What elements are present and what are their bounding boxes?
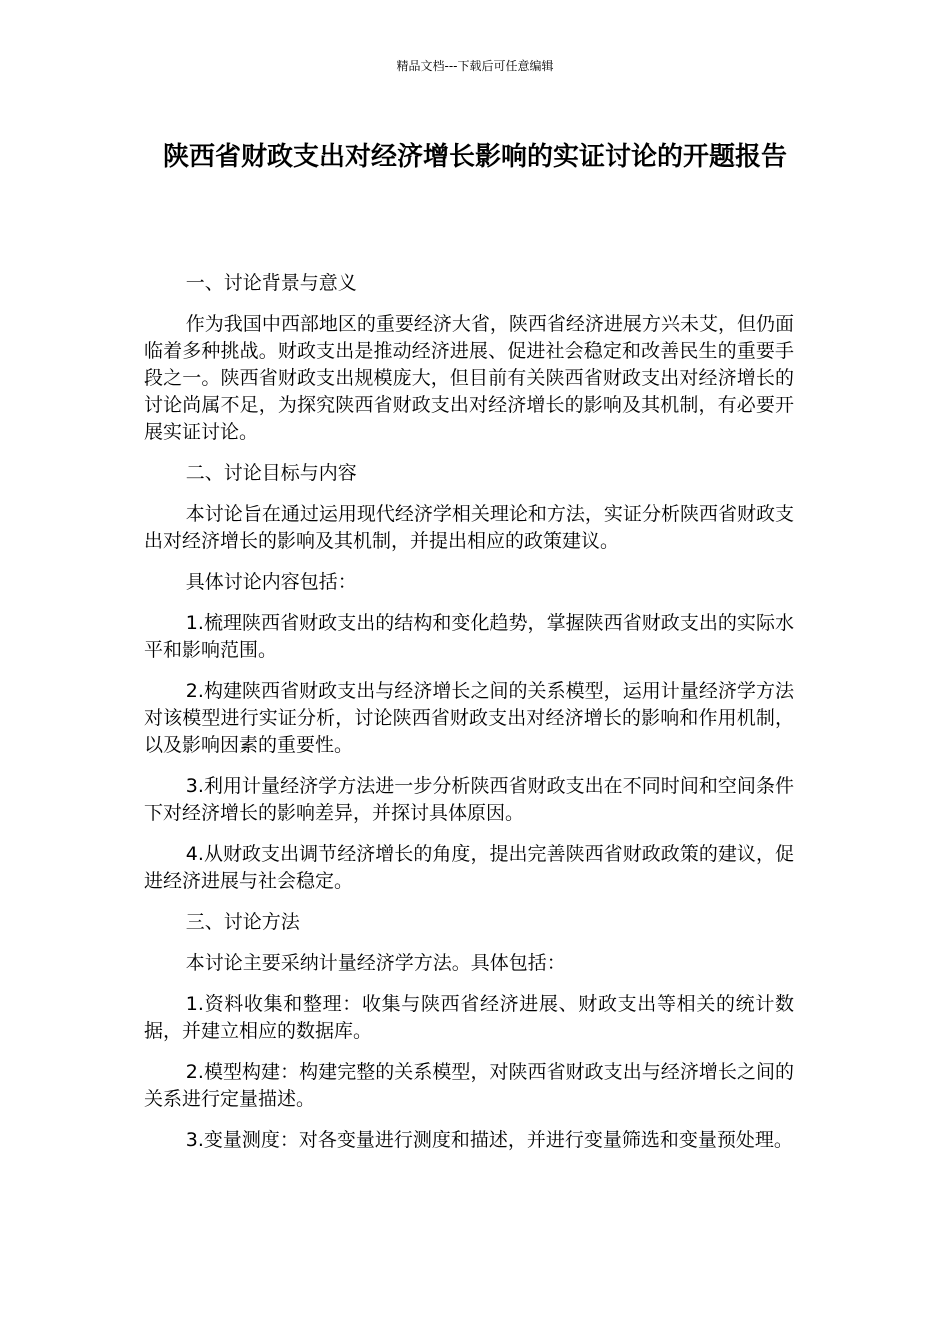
paragraph-goals: 本讨论旨在通过运用现代经济学相关理论和方法，实证分析陕西省财政支出对经济增长的影响及其机制，并提出相应的政策建议。 [144, 503, 794, 552]
document-title: 陕西省财政支出对经济增长影响的实证讨论的开题报告 [162, 142, 787, 172]
list-item-method-1: 1.资料收集和整理：收集与陕西省经济进展、财政支出等相关的统计数据，并建立相应的数据库。 [144, 993, 794, 1042]
list-item-content-4: 4.从财政支出调节经济增长的角度，提出完善陕西省财政政策的建议，促进经济进展与社会稳定。 [144, 843, 794, 892]
page-header-note: 精品文档---下载后可任意编辑 [396, 59, 554, 73]
list-item-method-2: 2.模型构建：构建完整的关系模型，对陕西省财政支出与经济增长之间的关系进行定量描述。 [144, 1061, 794, 1110]
paragraph-background: 作为我国中西部地区的重要经济大省，陕西省经济进展方兴未艾，但仍面临着多种挑战。财政支出是推动经济进展、促进社会稳定和改善民生的重要手段之一。陕西省财政支出规模庞大，但目前有关陕西省财政支出对经济增长的讨论尚属不足，为探究陕西省财政支出对经济增长的影响及其机制，有必要开展实证讨论。 [144, 313, 794, 443]
list-item-content-1: 1.梳理陕西省财政支出的结构和变化趋势，掌握陕西省财政支出的实际水平和影响范围。 [144, 612, 794, 661]
list-item-method-3: 3.变量测度：对各变量进行测度和描述，并进行变量筛选和变量预处理。 [185, 1129, 793, 1151]
section-heading-goals: 二、讨论目标与内容 [185, 462, 357, 484]
section-heading-background: 一、讨论背景与意义 [185, 272, 357, 294]
paragraph-content-intro: 具体讨论内容包括： [185, 571, 357, 593]
list-item-content-3: 3.利用计量经济学方法进一步分析陕西省财政支出在不同时间和空间条件下对经济增长的影响差异，并探讨具体原因。 [144, 775, 794, 824]
document-body [144, 270, 794, 1168]
section-heading-methods: 三、讨论方法 [185, 911, 300, 933]
list-item-content-2: 2.构建陕西省财政支出与经济增长之间的关系模型，运用计量经济学方法对该模型进行实证分析，讨论陕西省财政支出对经济增长的影响和作用机制，以及影响因素的重要性。 [144, 680, 794, 756]
paragraph-methods-intro: 本讨论主要采纳计量经济学方法。具体包括： [185, 952, 566, 974]
